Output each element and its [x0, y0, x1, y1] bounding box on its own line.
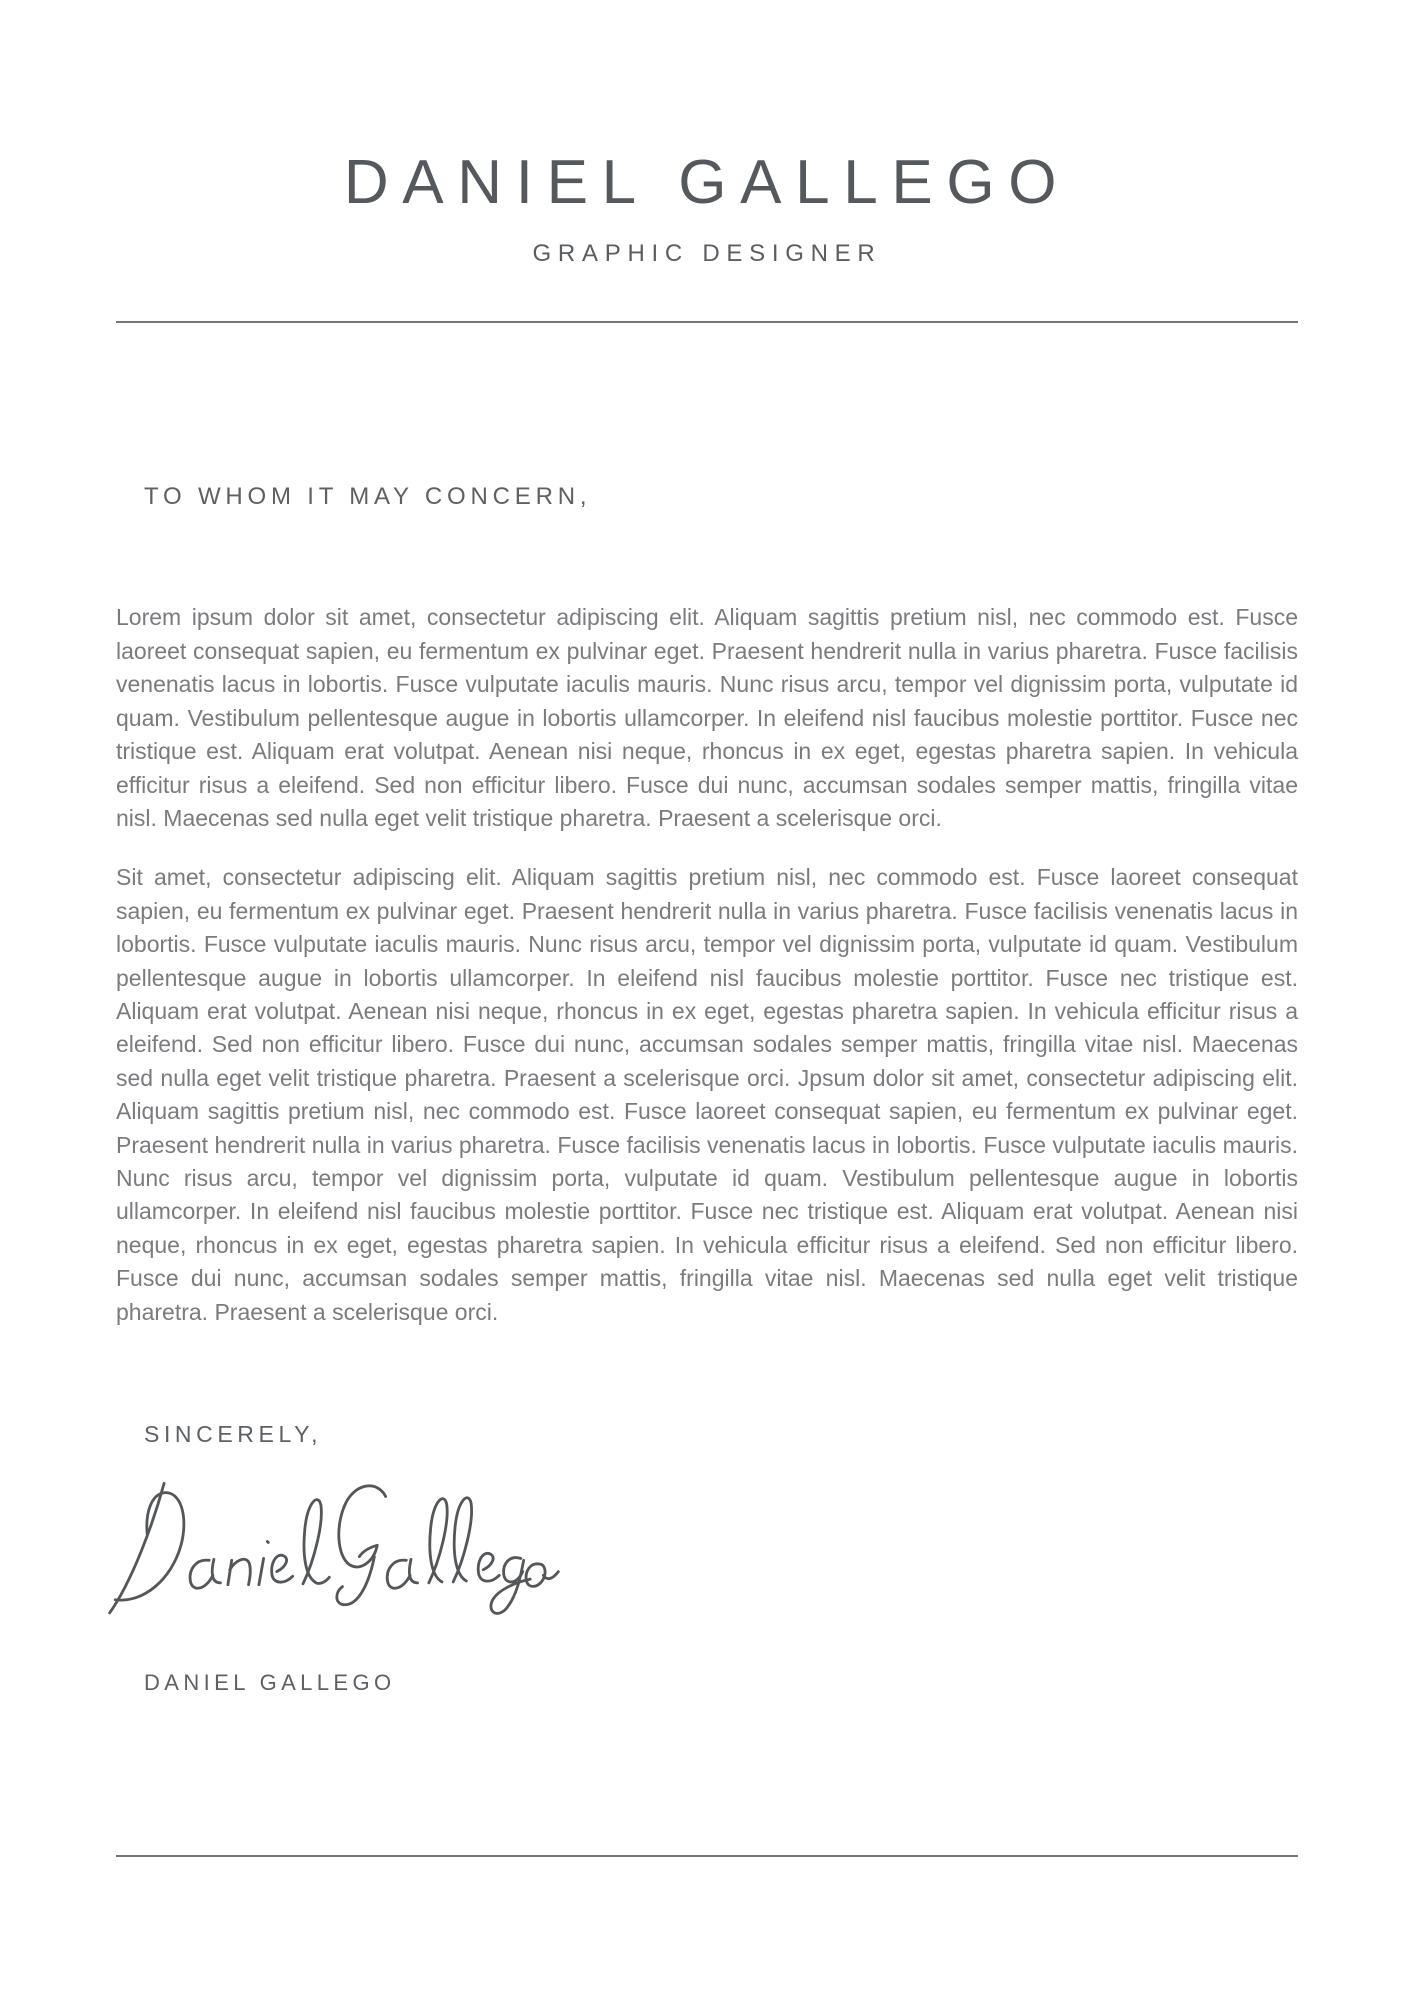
- signed-name: DANIEL GALLEGO: [144, 1670, 396, 1696]
- closing-line: SINCERELY,: [144, 1421, 323, 1448]
- header-divider: [116, 321, 1298, 323]
- signature-script: [104, 1470, 564, 1630]
- footer-divider: [116, 1855, 1298, 1857]
- signature-image: [104, 1470, 564, 1630]
- salutation: TO WHOM IT MAY CONCERN,: [144, 483, 592, 511]
- letter-body: [116, 601, 1298, 1329]
- page-title: DANIEL GALLEGO: [343, 148, 1071, 217]
- job-title: GRAPHIC DESIGNER: [532, 240, 882, 268]
- body-paragraph: Lorem ipsum dolor sit amet, consectetur adipiscing elit. Aliquam sagittis pretium nisl, nec commodo est. Fusce laoreet consequat sapien, eu fermentum ex pulvinar eget. Praesent hendrerit nulla in varius pharetra. Fusce facilisis venenatis lacus in lobortis. Fusce vulputate iaculis mauris. Nunc risus arcu, tempor vel dignissim porta, vulputate id quam. Vestibulum pellentesque augue in lobortis ullamcorper. In eleifend nisl faucibus molestie porttitor. Fusce nec tristique est. Aliquam erat volutpat. Aenean nisi neque, rhoncus in ex eget, egestas pharetra sapien. In vehicula efficitur risus a eleifend. Sed non efficitur libero. Fusce dui nunc, accumsan sodales semper mattis, fringilla vitae nisl. Maecenas sed nulla eget velit tristique pharetra. Praesent a scelerisque orci.: [116, 604, 1298, 831]
- body-paragraph: Sit amet, consectetur adipiscing elit. Aliquam sagittis pretium nisl, nec commodo est. Fusce laoreet consequat sapien, eu fermentum ex pulvinar eget. Praesent hendrerit nulla in varius pharetra. Fusce facilisis venenatis lacus in lobortis. Fusce vulputate iaculis mauris. Nunc risus arcu, tempor vel dignissim porta, vulputate id quam. Vestibulum pellentesque augue in lobortis ullamcorper. In eleifend nisl faucibus molestie porttitor. Fusce nec tristique est. Aliquam erat volutpat. Aenean nisi neque, rhoncus in ex eget, egestas pharetra sapien. In vehicula efficitur risus a eleifend. Sed non efficitur libero. Fusce dui nunc, accumsan sodales semper mattis, fringilla vitae nisl. Maecenas sed nulla eget velit tristique pharetra. Praesent a scelerisque orci. Jpsum dolor sit amet, consectetur adipiscing elit. Aliquam sagittis pretium nisl, nec commodo est. Fusce laoreet consequat sapien, eu fermentum ex pulvinar eget. Praesent hendrerit nulla in varius pharetra. Fusce facilisis venenatis lacus in lobortis. Fusce vulputate iaculis mauris. Nunc risus arcu, tempor vel dignissim porta, vulputate id quam. Vestibulum pellentesque augue in lobortis ullamcorper. In eleifend nisl faucibus molestie porttitor. Fusce nec tristique est. Aliquam erat volutpat. Aenean nisi neque, rhoncus in ex eget, egestas pharetra sapien. In vehicula efficitur risus a eleifend. Sed non efficitur libero. Fusce dui nunc, accumsan sodales semper mattis, fringilla vitae nisl. Maecenas sed nulla eget velit tristique pharetra. Praesent a scelerisque orci.: [116, 864, 1298, 1325]
